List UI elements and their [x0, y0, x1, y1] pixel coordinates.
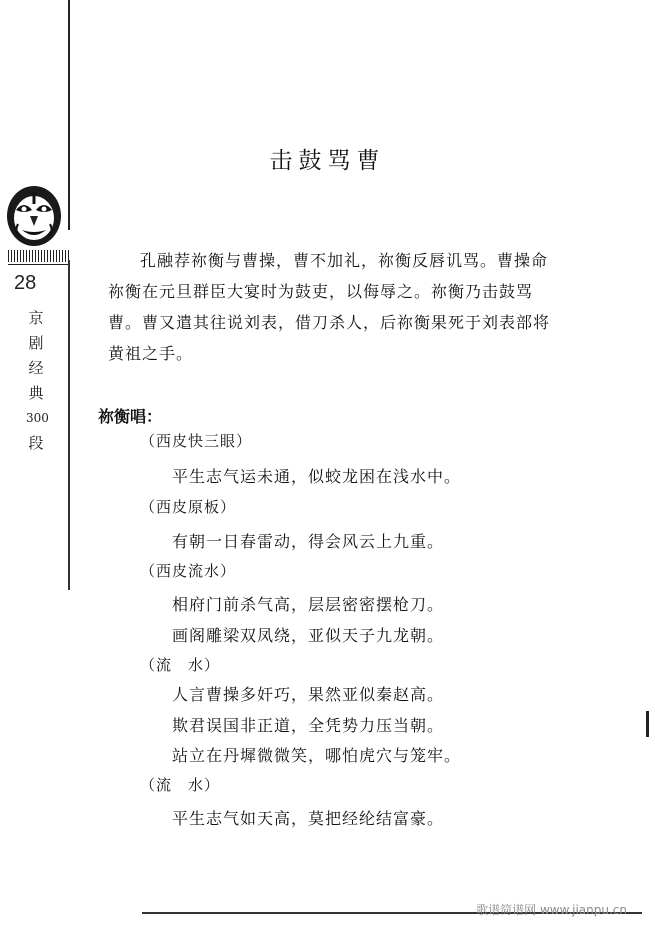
- lyric-line: 平生志气如天高，莫把经纶结富豪。: [172, 809, 445, 828]
- lyric-line: 画阁雕梁双凤绕，亚似天子九龙朝。: [172, 626, 445, 645]
- watermark: 歌谱简谱网 www.jianpu.cn: [476, 903, 627, 917]
- margin-rule-top: [68, 0, 70, 230]
- series-title-char: 段: [28, 434, 44, 452]
- lyric-line: 相府门前杀气高，层层密密摆枪刀。: [172, 595, 445, 614]
- series-title: [26, 306, 49, 456]
- series-title-char: 京: [28, 309, 44, 327]
- singer-label: 祢衡唱：: [98, 407, 163, 426]
- series-title-char: 经: [28, 359, 44, 377]
- margin-rule-side: [68, 260, 70, 590]
- section-label: （西皮原板）: [140, 498, 237, 516]
- intro-paragraph: [108, 245, 556, 369]
- section-label: （流 水）: [140, 656, 221, 674]
- lyric-line: 站立在丹墀微微笑，哪怕虎穴与笼牢。: [172, 746, 462, 765]
- series-title-char: 典: [28, 384, 44, 402]
- section-label: （西皮流水）: [140, 562, 237, 580]
- lyric-line: 有朝一日春雷动，得会风云上九重。: [172, 532, 445, 551]
- opera-mask-icon: [4, 184, 64, 248]
- margin-hatch-line: [8, 264, 70, 265]
- section-label: （西皮快三眼）: [140, 432, 253, 450]
- section-label: （流 水）: [140, 776, 221, 794]
- lyric-line: 平生志气运未通，似蛟龙困在浅水中。: [172, 467, 462, 486]
- page-number: 28: [14, 272, 37, 294]
- series-title-number: 300: [26, 411, 49, 425]
- page-title: 击鼓骂曹: [269, 148, 386, 174]
- intro-text: 孔融荐祢衡与曹操，曹不加礼，祢衡反唇讥骂。曹操命祢衡在元旦群臣大宴时为鼓吏，以侮辱之。祢衡乃击鼓骂曹。曹又遣其往说刘表，借刀杀人，后祢衡果死于刘表部将黄祖之手。: [108, 251, 551, 363]
- series-title-char: 剧: [28, 334, 44, 352]
- lyric-line: 欺君误国非正道，全凭势力压当朝。: [172, 716, 445, 735]
- margin-mark: [646, 711, 649, 737]
- margin-hatch: [8, 250, 70, 262]
- lyric-line: 人言曹操多奸巧，果然亚似秦赵高。: [172, 685, 445, 704]
